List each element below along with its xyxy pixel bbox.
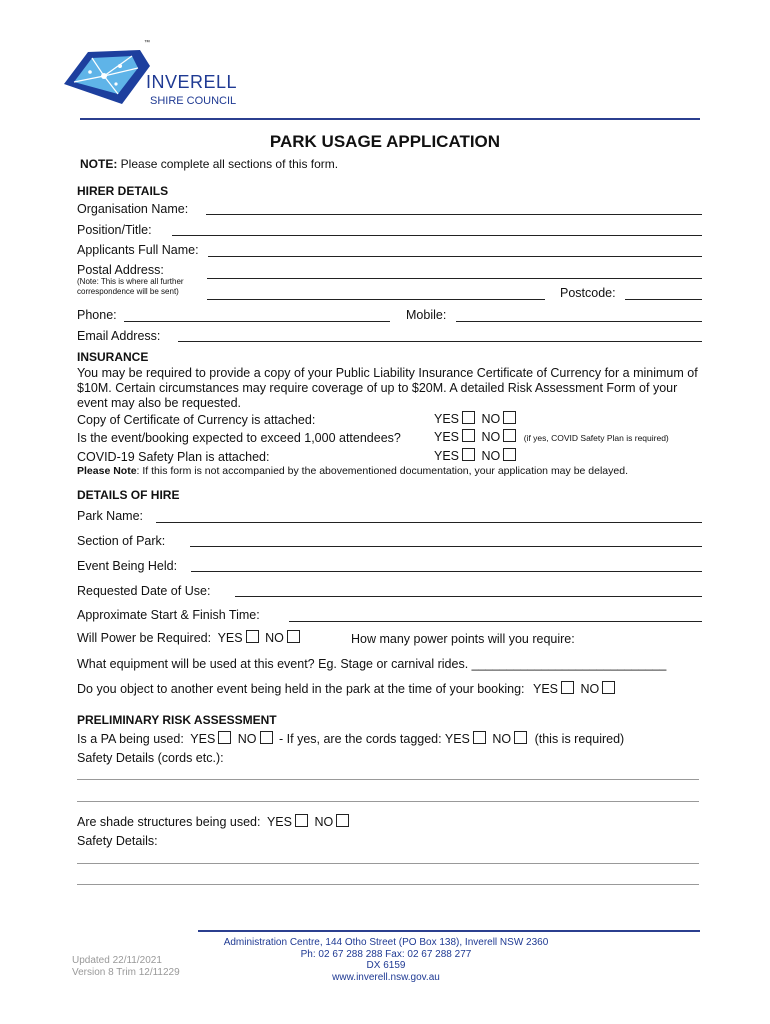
footer-website[interactable]: www.inverell.nsw.gov.au (332, 971, 440, 983)
power-no-checkbox[interactable] (287, 630, 300, 643)
page-title: PARK USAGE APPLICATION (269, 132, 501, 151)
position-label: Position/Title: (77, 223, 152, 237)
park-field[interactable] (156, 522, 702, 523)
date-field[interactable] (235, 596, 702, 597)
object-label: Do you object to another event being held in the park at the time of your booking: (77, 682, 525, 696)
covid-no-checkbox[interactable] (503, 448, 516, 461)
power-label: Will Power be Required: (77, 631, 212, 645)
cords-no-checkbox[interactable] (514, 731, 527, 744)
postal-field-1[interactable] (207, 278, 702, 279)
event-field[interactable] (191, 571, 702, 572)
footer-address-block (178, 937, 594, 983)
logo-name: INVERELL (146, 72, 238, 92)
organisation-label: Organisation Name: (77, 202, 189, 216)
object-yes-checkbox[interactable] (561, 681, 574, 694)
attendees-question: Is the event/booking expected to exceed 1,000 attendees? (77, 431, 401, 445)
pa-no-checkbox[interactable] (260, 731, 273, 744)
footer-phone: Ph: 02 67 288 288 Fax: 02 67 288 277 (300, 948, 472, 960)
postal-note: (Note: This is where all further correspondence will be sent) (77, 277, 184, 296)
equipment-question: What equipment will be used at this event? Eg. Stage or carnival rides. ____________________________ (77, 657, 667, 671)
header-rule (80, 118, 700, 120)
cords-yes-checkbox[interactable] (473, 731, 486, 744)
attendees-note: (if yes, COVID Safety Plan is required) (523, 433, 669, 443)
email-label: Email Address: (77, 329, 161, 343)
phone-label: Phone: (77, 308, 117, 322)
power-row: Will Power be Required: YES NO (77, 630, 300, 645)
safety-cords-label: Safety Details (cords etc.): (77, 751, 224, 765)
time-label: Approximate Start & Finish Time: (77, 608, 260, 622)
postal-label: Postal Address: (77, 263, 164, 277)
hire-heading: DETAILS OF HIRE (77, 488, 180, 502)
object-no-checkbox[interactable] (602, 681, 615, 694)
hirer-heading: HIRER DETAILS (77, 184, 169, 198)
safety-label: Safety Details: (77, 834, 158, 848)
safety-line-2[interactable] (77, 884, 699, 885)
shade-row: Are shade structures being used: YES NO (77, 814, 349, 829)
postal-field-2[interactable] (207, 299, 545, 300)
section-label: Section of Park: (77, 534, 166, 548)
certificate-question: Copy of Certificate of Currency is attached: (77, 413, 316, 427)
postcode-field[interactable] (625, 299, 702, 300)
updated-text: Updated 22/11/2021 (72, 955, 162, 966)
council-logo (60, 40, 260, 112)
safety-cords-line-1[interactable] (77, 779, 699, 780)
email-field[interactable] (178, 341, 702, 342)
please-note: Please Note: If this form is not accompanied by the abovementioned documentation, your application may be delayed. (77, 465, 628, 477)
postcode-label: Postcode: (560, 286, 616, 300)
position-field[interactable] (172, 235, 702, 236)
pa-label: Is a PA being used: (77, 732, 184, 746)
insurance-paragraph: You may be required to provide a copy of your Public Liability Insurance Certificate of Currency for a minimum of $10M. Certain circumstances may require coverage of up to $20M. A detailed Risk Assessment Form of your event may also be requested. (77, 366, 698, 410)
safety-line-1[interactable] (77, 863, 699, 864)
attendees-yes-checkbox[interactable] (462, 429, 475, 442)
covid-question: COVID-19 Safety Plan is attached: (77, 450, 270, 464)
required-note: (this is required) (534, 732, 625, 746)
park-label: Park Name: (77, 509, 143, 523)
version-text: Version 8 Trim 12/11229 (72, 967, 180, 978)
covid-options: YES NO (434, 448, 516, 463)
power-points-label: How many power points will you require: (351, 632, 575, 646)
power-yes-checkbox[interactable] (246, 630, 259, 643)
covid-yes-checkbox[interactable] (462, 448, 475, 461)
organisation-field[interactable] (206, 214, 702, 215)
cords-label: - If yes, are the cords tagged: (279, 732, 442, 746)
attendees-options: YES NO (if yes, COVID Safety Plan is required) (434, 430, 669, 444)
logo-tm: ™ (144, 40, 150, 46)
section-field[interactable] (190, 546, 702, 547)
risk-heading: PRELIMINARY RISK ASSESSMENT (77, 713, 277, 727)
footer-address: Administration Centre, 144 Otho Street (PO Box 138), Inverell NSW 2360 (223, 937, 549, 948)
logo-subtitle: SHIRE COUNCIL (150, 95, 237, 107)
mobile-field[interactable] (456, 321, 702, 322)
time-field[interactable] (289, 621, 702, 622)
pa-yes-checkbox[interactable] (218, 731, 231, 744)
note-label: NOTE: (80, 157, 118, 171)
certificate-yes-checkbox[interactable] (462, 411, 475, 424)
shade-yes-checkbox[interactable] (295, 814, 308, 827)
date-label: Requested Date of Use: (77, 584, 211, 598)
applicant-field[interactable] (208, 256, 702, 257)
insurance-heading: INSURANCE (77, 350, 149, 364)
certificate-no-checkbox[interactable] (503, 411, 516, 424)
certificate-options: YES NO (434, 411, 516, 426)
phone-field[interactable] (124, 321, 390, 322)
event-label: Event Being Held: (77, 559, 178, 573)
shade-no-checkbox[interactable] (336, 814, 349, 827)
shade-label: Are shade structures being used: (77, 815, 261, 829)
applicant-label: Applicants Full Name: (77, 243, 199, 257)
pa-row: Is a PA being used: YES NO - If yes, are the cords tagged: YES NO (this is required) (77, 732, 625, 746)
attendees-no-checkbox[interactable] (503, 429, 516, 442)
footer-rule (198, 930, 700, 932)
note-text: Please complete all sections of this form. (117, 157, 339, 171)
mobile-label: Mobile: (406, 308, 447, 322)
footer-dx: DX 6159 (366, 960, 406, 971)
diamond-logo-icon (60, 44, 152, 108)
safety-cords-line-2[interactable] (77, 801, 699, 802)
object-row: Do you object to another event being held in the park at the time of your booking: YES NO (77, 681, 615, 696)
note-line (80, 157, 338, 171)
